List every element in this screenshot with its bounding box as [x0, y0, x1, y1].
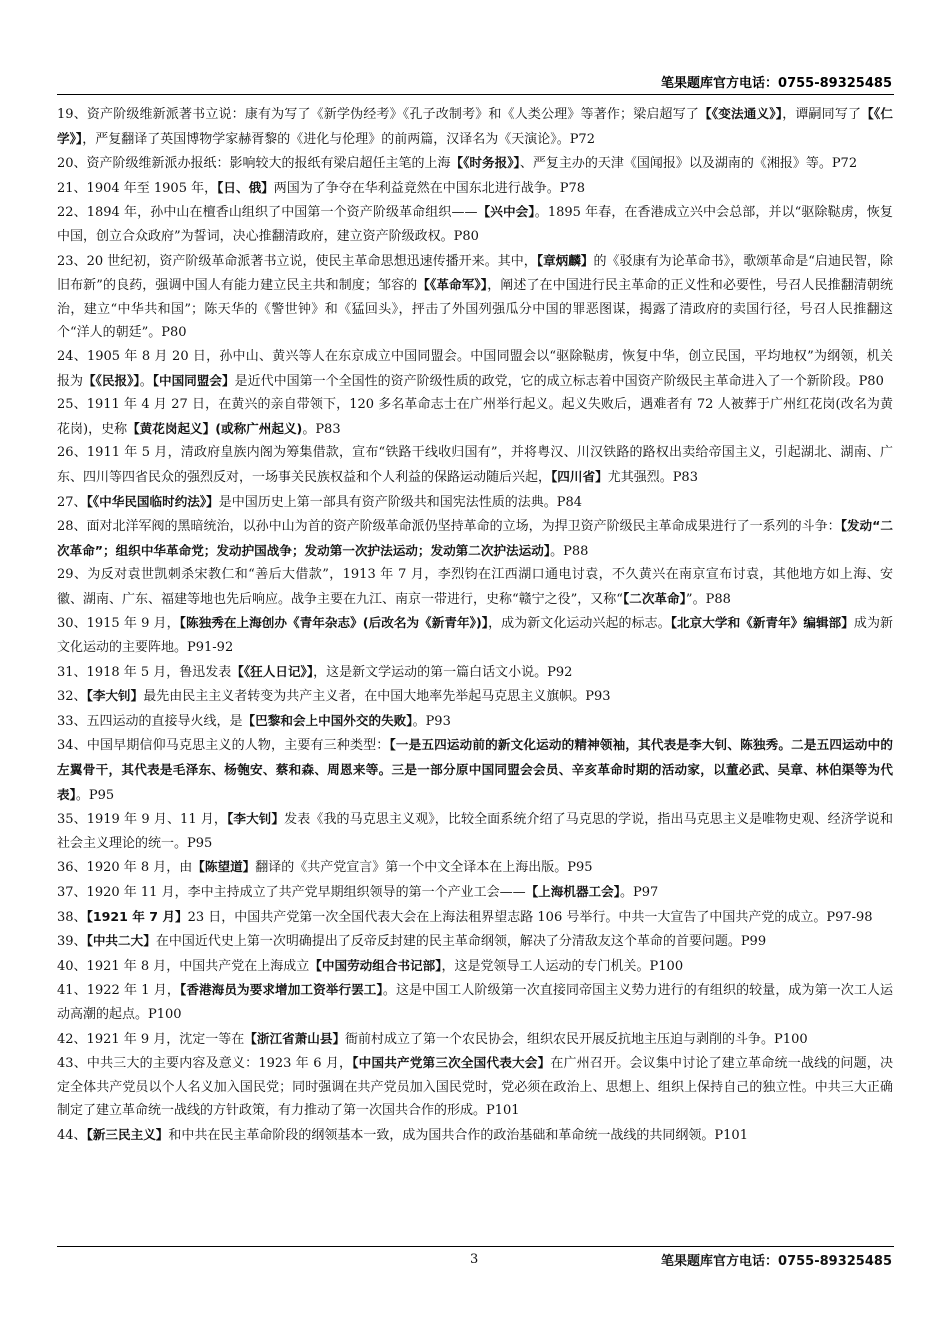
answer-highlight: 【中共二大】	[86, 933, 156, 949]
item-text: 26、1911 年 5 月，清政府皇族内阁为筹集借款，宣布“铁路干线收归国有”，并将粤汉、川汉铁路的路权出卖给帝国主义，引起湖北、湖南、广东、四川等四省民众的强烈反对，一场事关民族权益和个人利益的保路运动随后兴起，	[57, 445, 893, 485]
item-text: 23 日，中国共产党第一次全国代表大会在上海法租界望志路 106 号举行。中共一大宣告了中国共产党的成立。P97-98	[187, 909, 873, 925]
answer-highlight: 【《中华民国临时约法》】	[86, 493, 219, 509]
answer-highlight: 【浙江省萧山县】	[244, 1030, 346, 1046]
answer-highlight: 【《革命军》】	[417, 277, 488, 293]
item-text: 和中共在民主革命阶段的纲领基本一致，成为国共合作的政治基础和革命统一战线的共同纲领。P101	[168, 1127, 748, 1143]
footer-hotline: 笔果题库官方电话：0755-89325485	[661, 1254, 892, 1269]
item-text: 30、1915 年 9 月，	[57, 616, 180, 632]
answer-highlight: 【中国共产党第三次全国代表大会】	[352, 1055, 551, 1071]
item-text: 27、	[57, 494, 87, 510]
item-text: 39、	[57, 934, 87, 950]
answer-highlight: 【《仁学》】	[57, 106, 893, 146]
item-text: 24、1905 年 8 月 20 日，孙中山、黄兴等人在东京成立中国同盟会。中国同盟会以“驱除鞑虏，恢复中华，创立民国，平均地权”为纲领，机关报为	[57, 348, 893, 389]
list-item	[57, 151, 893, 176]
item-text: 最先由民主主义者转变为共产主义者，在中国大地率先举起马克思主义旗帜。P93	[143, 689, 611, 705]
list-item	[57, 176, 893, 201]
item-text: 成为新文化运动的主要阵地。P91-92	[57, 616, 893, 656]
list-item	[57, 709, 893, 734]
item-text: ，这是新文学运动的第一篇白话文小说。P92	[313, 664, 573, 680]
list-item	[57, 733, 893, 807]
answer-highlight: 【兴中会】	[477, 204, 535, 220]
answer-highlight: 【1921 年 7 月】	[86, 908, 188, 924]
item-text: ，严复翻译了英国博物学家赫胥黎的《进化与伦理》的前两篇，汉译名为《天演论》。P72	[82, 131, 595, 147]
item-text: 在中国近代史上第一次明确提出了反帝反封建的民主革命纲领，解决了分清敌友这个革命的首要问题。P99	[155, 934, 767, 950]
item-text: 。P88	[550, 543, 589, 559]
list-item	[57, 855, 893, 880]
item-text: 43、中共三大的主要内容及意义：1923 年 6 月，	[57, 1056, 353, 1072]
list-item	[57, 249, 893, 345]
item-text: 41、1922 年 1 月，	[57, 983, 180, 999]
answer-highlight: 【陈望道】	[192, 859, 256, 875]
item-text: 翻译的《共产党宣言》第一个中文全译本在上海出版。P95	[255, 860, 593, 876]
item-text: 35、1919 年 9 月、11 月，	[57, 812, 228, 828]
item-text: 在广州召开。会议集中讨论了建立革命统一战线的问题，决定全体共产党员以个人名义加入国民党；同时强调在共产党员加入国民党时，党必须在政治上、思想上、组织上保持自己的独立性。中共三大正确制定了建立革命统一战线的方针政策，有力推动了第一次国共合作的形成。P101	[57, 1056, 893, 1119]
answer-highlight: 【中国同盟会】	[152, 372, 235, 388]
item-text: 20、资产阶级维新派办报纸：影响较大的报纸有梁启超任主笔的上海	[57, 156, 451, 172]
item-text: 22、1894 年，孙中山在檀香山组织了中国第一个资产阶级革命组织——	[57, 205, 478, 221]
list-item	[57, 611, 893, 659]
item-text: 。P83	[302, 421, 341, 437]
item-text: 。P95	[75, 787, 115, 803]
item-text: ”。P88	[685, 591, 731, 607]
item-text: ，阐述了在中国进行民主革命的正义性和必要性，号召人民推翻清朝统治，建立“中华共和国”；陈天华的《警世钟》和《猛回头》，抨击了外国列强瓜分中国的罪恶图谋，揭露了清政府的卖国行径，号召人民推翻这个“洋人的朝廷”。P80	[57, 278, 893, 341]
list-item	[57, 978, 893, 1026]
answer-highlight: 【巴黎和会上中国外交的失败】	[242, 712, 413, 728]
item-text: 、严复主办的天津《国闻报》以及湖南的《湘报》等。P72	[519, 156, 858, 172]
item-text: ，这是党领导工人运动的专门机关。P100	[441, 958, 684, 974]
header-hotline: 笔果题库官方电话：0755-89325485	[661, 76, 892, 91]
footer-rule	[57, 1246, 894, 1247]
list-item	[57, 393, 893, 441]
list-item	[57, 684, 893, 709]
item-text: 32、	[57, 689, 87, 705]
item-text: 是中国历史上第一部具有资产阶级共和国宪法性质的法典。P84	[218, 494, 583, 510]
item-text: ，成为新文化运动兴起的标志。	[488, 616, 671, 632]
answer-highlight: 【上海机器工会】	[525, 884, 621, 899]
answer-highlight: 【新三民主义】	[86, 1126, 169, 1142]
answer-highlight: 【黄花岗起义】(或称广州起义)	[127, 420, 303, 436]
answer-highlight: 【《时务报》】	[450, 155, 520, 171]
item-text: 34、中国早期信仰马克思主义的人物，主要有三种类型：	[57, 738, 390, 754]
list-item	[57, 1027, 893, 1052]
item-text: 29、为反对袁世凯刺杀宋教仁和“善后大借款”，1913 年 7 月，李烈钧在江西湖口通电讨袁，不久黄兴在南京宣布讨袁，其他地方如上海、安徽、湖南、广东、福建等地也先后响应。战争主要在九江、南京一带进行，史称“赣宁之役”，又称“	[57, 567, 893, 607]
item-text: 21、1904 年至 1905 年，	[57, 180, 218, 196]
item-text: 的《驳康有为论革命书》，歌颂革命是“启迪民智，除旧布新”的良药，强调中国人有能力建立民主共和制度；邹容的	[57, 253, 894, 294]
item-text: 是近代中国第一个全国性的资产阶级性质的政党，它的成立标志着中国资产阶级民主革命进入了一个新阶段。P80	[234, 373, 884, 389]
item-text: 发表《我的马克思主义观》，比较全面系统介绍了马克思的学说，指出马克思主义是唯物史观、经济学说和社会主义理论的统一。P95	[57, 812, 893, 851]
item-text: 。P97	[620, 885, 659, 900]
list-item	[57, 102, 893, 151]
page-number: 3	[470, 1252, 479, 1267]
item-text: 。1895 年春，在香港成立兴中会总部，并以“驱除鞑虏，恢复中国，创立合众政府”为誓词，决心推翻清政府，建立资产阶级政权。P80	[57, 205, 893, 244]
list-item	[57, 490, 893, 515]
item-text: 42、1921 年 9 月，沈定一等在	[57, 1031, 245, 1047]
answer-highlight: 【一是五四运动前的新文化运动的精神领袖，其代表是李大钊、陈独秀。二是五四运动中的左翼骨干，其代表是毛泽东、杨匏安、蔡和森、周恩来等。三是一部分原中国同盟会会员、辛亥革命时期的活动家，以董必武、吴章、林伯渠等为代表】	[57, 737, 893, 802]
answer-highlight: 【香港海员为要求增加工资举行罢工】	[179, 982, 383, 998]
item-text: 31、1918 年 5 月，鲁迅发表	[57, 664, 232, 680]
header-rule	[57, 94, 894, 95]
item-text: 38、	[57, 909, 87, 925]
item-text: 44、	[57, 1127, 87, 1143]
answer-highlight: 【《变法通义》】	[699, 106, 783, 121]
list-item	[57, 807, 893, 855]
answer-highlight: 【《民报》】	[83, 372, 140, 388]
item-text: 23、20 世纪初，资产阶级革命派著书立说，使民主革命思想迅速传播开来。其中，	[57, 253, 537, 269]
answer-highlight: 【四川省】	[551, 468, 608, 484]
item-text: 两国为了争夺在华利益竟然在中国东北进行战争。P78	[273, 180, 586, 196]
list-item	[57, 1123, 893, 1148]
item-text: 28、面对北洋军阀的黑暗统治，以孙中山为首的资产阶级革命派仍坚持革命的立场，为捍卫资产阶级民主革命成果进行了一系列的斗争：	[57, 519, 841, 535]
list-item	[57, 441, 893, 489]
item-text: 衙前村成立了第一个农民协会，组织农民开展反抗地主压迫与剥削的斗争。P100	[345, 1031, 808, 1047]
item-text: 尤其强烈。P83	[607, 469, 698, 485]
list-item	[57, 563, 893, 611]
list-item	[57, 345, 893, 393]
item-text: 33、五四运动的直接导火线，是	[57, 713, 243, 729]
list-item	[57, 929, 893, 954]
item-text: 。	[139, 373, 153, 389]
item-text: 。P93	[412, 713, 451, 729]
item-text: 40、1921 年 8 月，中国共产党在上海成立	[57, 958, 310, 974]
document-body	[57, 102, 893, 1148]
answer-highlight: 【章炳麟】	[536, 252, 594, 268]
item-text: 。这是中国工人阶级第一次直接同帝国主义势力进行的有组织的较量，成为第一次工人运动高潮的起点。P100	[57, 983, 893, 1022]
item-text: 19、资产阶级维新派著书立说：康有为写了《新学伪经考》《孔子改制考》和《人类公理》等著作；梁启超写了	[57, 107, 700, 122]
answer-highlight: 【日、俄】	[217, 179, 274, 195]
answer-highlight: 【李大钊】	[86, 688, 144, 704]
list-item	[57, 954, 893, 979]
answer-highlight: 【北京大学和《新青年》编辑部】	[670, 615, 854, 631]
item-text: 37、1920 年 11 月，李中主持成立了共产党早期组织领导的第一个产业工会——	[57, 885, 526, 900]
list-item	[57, 880, 893, 905]
answer-highlight: 【发动“二次革命”；组织中华革命党；发动护国战争；发动第一次护法运动；发动第二次护法运动】	[57, 518, 893, 558]
item-text: 36、1920 年 8 月，由	[57, 860, 193, 876]
list-item	[57, 660, 893, 685]
answer-highlight: 【李大钊】	[227, 811, 285, 827]
answer-highlight: 【中国劳动组合书记部】	[309, 957, 442, 973]
answer-highlight: 【《狂人日记》】	[231, 663, 314, 679]
answer-highlight: 【陈独秀在上海创办《青年杂志》(后改名为《新青年》)】	[179, 615, 489, 631]
list-item	[57, 200, 893, 248]
answer-highlight: 【二次革命】	[622, 590, 686, 606]
list-item	[57, 1051, 893, 1123]
item-text: ，谭嗣同写了	[782, 107, 862, 122]
list-item	[57, 905, 893, 930]
item-text: 25、1911 年 4 月 27 日，在黄兴的亲自带领下，120 多名革命志士在广州举行起义。起义失败后，遇难者有 72 人被葬于广州红花岗(改名为黄花岗)，史称	[57, 397, 893, 437]
list-item	[57, 514, 893, 563]
